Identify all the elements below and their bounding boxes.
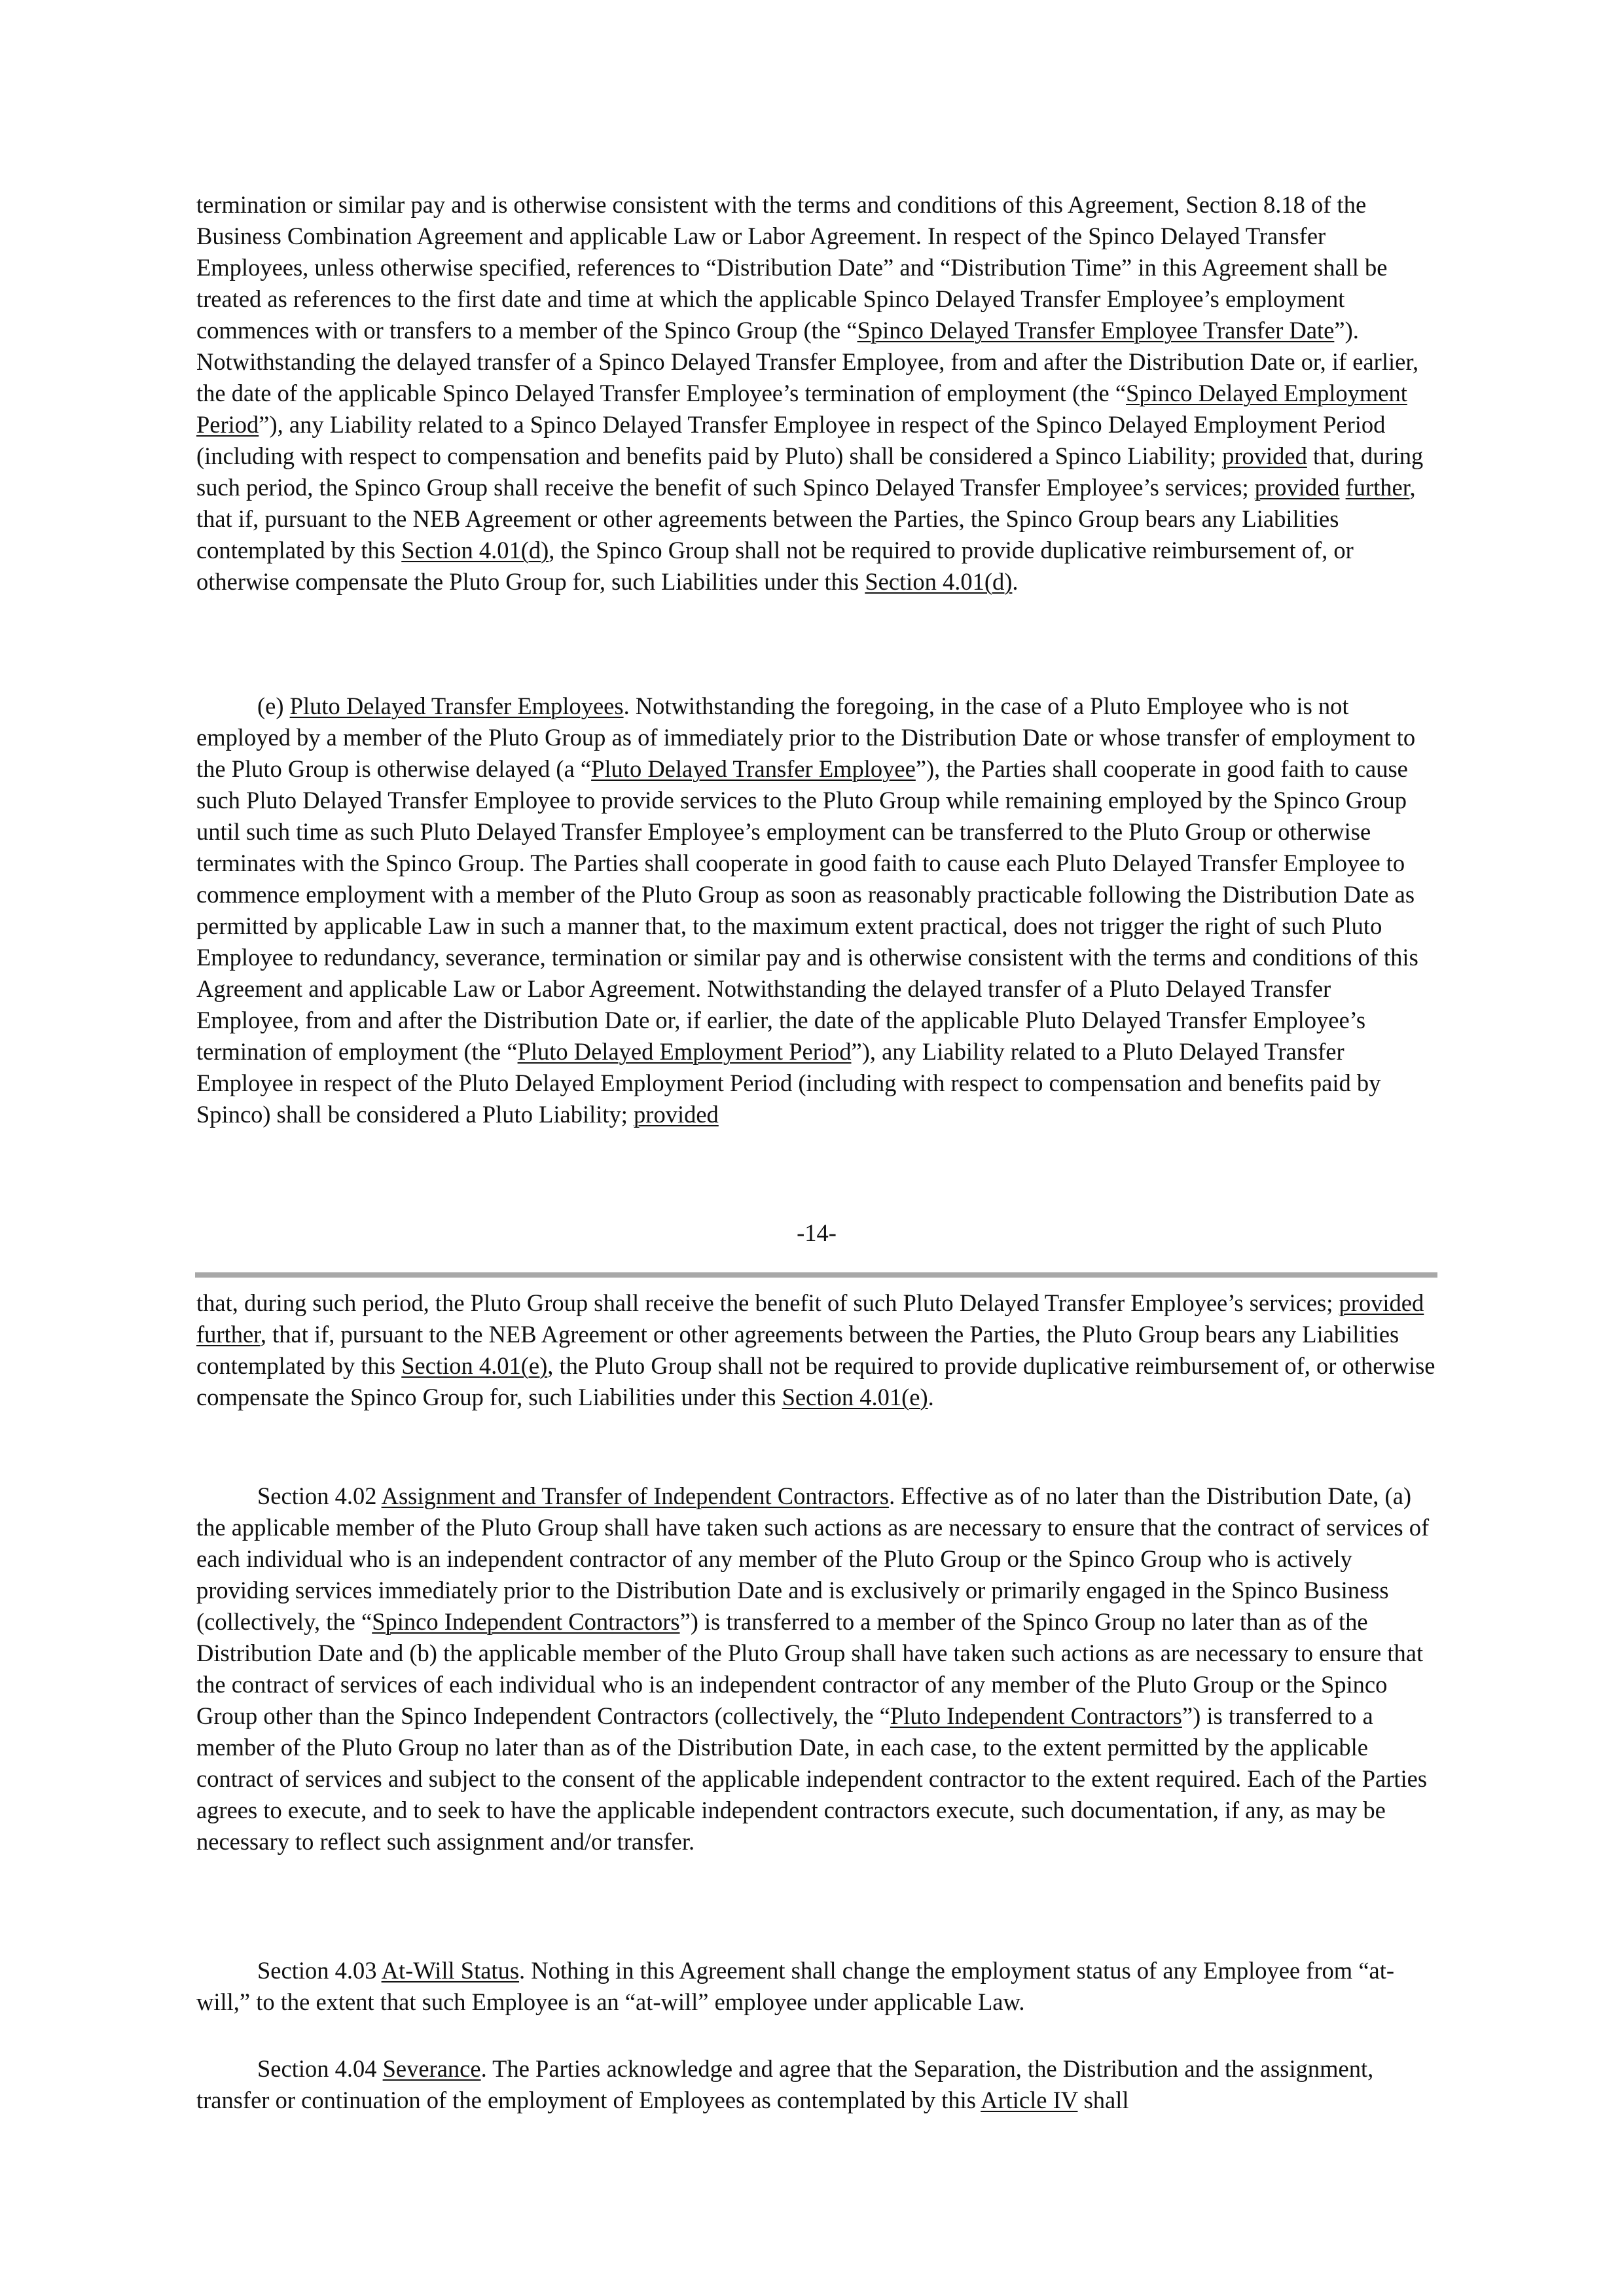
paragraph-section-4-03: Section 4.03 At-Will Status. Nothing in this Agreement shall change the employment status of any Employee from “at-will,” to the extent that such Employee is an “at-will” employee under applicable Law.	[196, 1957, 1395, 2015]
defined-term: Spinco Delayed Employment Period	[196, 380, 1407, 438]
defined-term: Pluto Independent Contractors	[890, 1702, 1182, 1729]
underlined-word: provided	[1254, 474, 1340, 501]
paragraph-section-4-04: Section 4.04 Severance. The Parties acknowledge and agree that the Separation, the Distribution and the assignment, transfer or continuation of the employment of Employees as contemplated by this Article IV shall	[196, 2055, 1374, 2113]
underlined-word: further	[196, 1321, 261, 1348]
section-heading: At-Will Status	[381, 1957, 520, 1984]
defined-term: Pluto Delayed Transfer Employee	[591, 755, 916, 782]
section-reference: Section 4.01(e)	[401, 1352, 548, 1379]
underlined-word: provided	[1339, 1289, 1424, 1316]
paragraph-section-4-01-e: (e) Pluto Delayed Transfer Employees. Notwithstanding the foregoing, in the case of a Pluto Employee who is not employed by a member of the Pluto Group as of immediately prior to the Distribution Date or whose transfer of employment to the Pluto Group is otherwise delayed (a “Pluto Delayed Transfer Employee”), the Parties shall cooperate in good faith to cause such Pluto Delayed Transfer Employee to provide services to the Pluto Group while remaining employed by the Spinco Group until such time as such Pluto Delayed Transfer Employee’s employment can be transferred to the Pluto Group or otherwise terminates with the Spinco Group. The Parties shall cooperate in good faith to cause each Pluto Delayed Transfer Employee to commence employment with a member of the Pluto Group as soon as reasonably practicable following the Distribution Date as permitted by applicable Law in such a manner that, to the maximum extent practical, does not trigger the right of such Pluto Employee to redundancy, severance, termination or similar pay and is otherwise consistent with the terms and conditions of this Agreement and applicable Law or Labor Agreement. Notwithstanding the delayed transfer of a Pluto Delayed Transfer Employee, from and after the Distribution Date or, if earlier, the date of the applicable Pluto Delayed Transfer Employee’s termination of employment (the “Pluto Delayed Employment Period”), any Liability related to a Pluto Delayed Transfer Employee in respect of the Pluto Delayed Employment Period (including with respect to compensation and benefits paid by Spinco) shall be considered a Pluto Liability; provided	[196, 692, 1418, 1128]
section-reference: Section 4.01(e)	[782, 1384, 928, 1410]
section-reference: Section 4.01(d)	[865, 568, 1013, 595]
subsection-heading: Pluto Delayed Transfer Employees	[289, 692, 624, 719]
defined-term: Spinco Delayed Transfer Employee Transfer Date	[857, 317, 1335, 344]
article-reference: Article IV	[981, 2087, 1078, 2113]
underlined-word: provided	[634, 1101, 719, 1128]
section-heading: Severance	[382, 2055, 481, 2082]
paragraph-section-4-01-e-continued: that, during such period, the Pluto Group shall receive the benefit of such Pluto Delayed Transfer Employee’s services; provided further, that if, pursuant to the NEB Agreement or other agreements between the Parties, the Pluto Group bears any Liabilities contemplated by this Section 4.01(e), the Pluto Group shall not be required to provide duplicative reimbursement of, or otherwise compensate the Spinco Group for, such Liabilities under this Section 4.01(e).	[196, 1289, 1435, 1410]
page-number: -14-	[797, 1219, 837, 1246]
underlined-word: provided	[1222, 442, 1307, 469]
defined-term: Pluto Delayed Employment Period	[517, 1038, 852, 1065]
underlined-word: further	[1345, 474, 1410, 501]
paragraph-section-4-01-d-continued: termination or similar pay and is otherwise consistent with the terms and conditions of this Agreement, Section 8.18 of the Business Combination Agreement and applicable Law or Labor Agreement. In respect of the Spinco Delayed Transfer Employees, unless otherwise specified, references to “Distribution Date” and “Distribution Time” in this Agreement shall be treated as references to the first date and time at which the applicable Spinco Delayed Transfer Employee’s employment commences with or transfers to a member of the Spinco Group (the “Spinco Delayed Transfer Employee Transfer Date”). Notwithstanding the delayed transfer of a Spinco Delayed Transfer Employee, from and after the Distribution Date or, if earlier, the date of the applicable Spinco Delayed Transfer Employee’s termination of employment (the “Spinco Delayed Employment Period”), any Liability related to a Spinco Delayed Transfer Employee in respect of the Spinco Delayed Employment Period (including with respect to compensation and benefits paid by Pluto) shall be considered a Spinco Liability; provided that, during such period, the Spinco Group shall receive the benefit of such Spinco Delayed Transfer Employee’s services; provided further, that if, pursuant to the NEB Agreement or other agreements between the Parties, the Spinco Group bears any Liabilities contemplated by this Section 4.01(d), the Spinco Group shall not be required to provide duplicative reimbursement of, or otherwise compensate the Pluto Group for, such Liabilities under this Section 4.01(d).	[196, 191, 1424, 595]
defined-term: Spinco Independent Contractors	[372, 1608, 680, 1635]
page-separator	[195, 1272, 1437, 1278]
paragraph-section-4-02: Section 4.02 Assignment and Transfer of Independent Contractors. Effective as of no later than the Distribution Date, (a) the applicable member of the Pluto Group shall have taken such actions as are necessary to ensure that the contract of services of each individual who is an independent contractor of any member of the Pluto Group or the Spinco Group who is actively providing services immediately prior to the Distribution Date and is exclusively or primarily engaged in the Spinco Business (collectively, the “Spinco Independent Contractors”) is transferred to a member of the Spinco Group no later than as of the Distribution Date and (b) the applicable member of the Pluto Group shall have taken such actions as are necessary to ensure that the contract of services of each individual who is an independent contractor of any member of the Pluto Group or the Spinco Group other than the Spinco Independent Contractors (collectively, the “Pluto Independent Contractors”) is transferred to a member of the Pluto Group no later than as of the Distribution Date, in each case, to the extent permitted by the applicable contract of services and subject to the consent of the applicable independent contractor to the extent required. Each of the Parties agrees to execute, and to seek to have the applicable independent contractors execute, such documentation, if any, as may be necessary to reflect such assignment and/or transfer.	[196, 1482, 1430, 1855]
section-reference: Section 4.01(d)	[401, 537, 549, 564]
section-heading: Assignment and Transfer of Independent Contractors	[381, 1482, 890, 1509]
